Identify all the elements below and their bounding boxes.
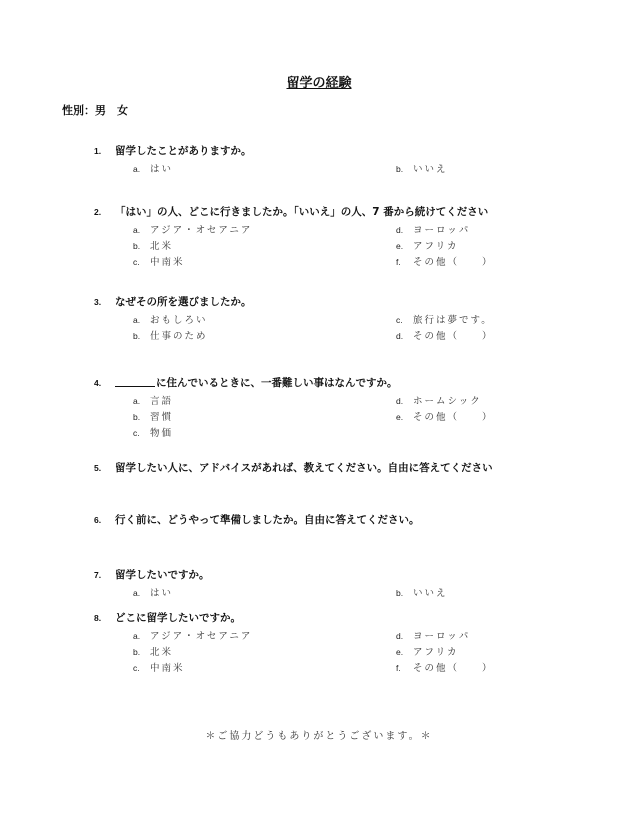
- option-e[interactable]: [396, 646, 459, 659]
- option-letter: a.: [133, 164, 141, 174]
- title-text: 留学の経験: [286, 76, 352, 91]
- option-letter: c.: [396, 315, 403, 325]
- option-b[interactable]: [133, 646, 173, 659]
- question-8: [0, 611, 638, 674]
- option-letter: b.: [396, 164, 404, 174]
- option-b[interactable]: [133, 330, 208, 343]
- option-letter: a.: [133, 396, 141, 406]
- option-b[interactable]: [396, 163, 448, 176]
- question-header: [0, 144, 638, 160]
- option-a[interactable]: [133, 163, 173, 176]
- option-letter: d.: [396, 396, 404, 406]
- option-letter: d.: [396, 331, 404, 341]
- question-header: [0, 568, 638, 584]
- question-text: に住んでいるときに、一番難しい事はなんですか。: [115, 376, 398, 391]
- question-3: [0, 295, 638, 342]
- question-number: 5.: [94, 463, 102, 473]
- option-f[interactable]: [396, 662, 494, 675]
- question-header: [0, 513, 638, 529]
- option-text: ヨーロッパ: [413, 631, 471, 642]
- option-d[interactable]: [396, 224, 470, 237]
- fill-in-blank[interactable]: [115, 377, 155, 387]
- option-text: アフリカ: [413, 241, 459, 252]
- option-c[interactable]: [133, 427, 173, 440]
- option-letter: c.: [133, 428, 140, 438]
- option-text: その他（ ）: [413, 331, 494, 342]
- question-header: [0, 376, 638, 392]
- option-letter: e.: [396, 241, 404, 251]
- option-c[interactable]: [396, 314, 493, 327]
- question-text: 留学したことがありますか。: [115, 145, 252, 157]
- question-text: どこに留学したいですか。: [115, 612, 241, 624]
- question-1: [0, 144, 638, 175]
- option-letter: e.: [396, 647, 404, 657]
- option-f[interactable]: [396, 256, 494, 269]
- question-header: [0, 205, 638, 221]
- option-text: アフリカ: [413, 647, 459, 658]
- option-c[interactable]: [133, 256, 185, 269]
- option-text: 中南米: [150, 663, 185, 674]
- option-text: 北米: [150, 241, 174, 252]
- option-text: ホームシック: [413, 396, 482, 407]
- question-2: [0, 205, 638, 268]
- option-letter: c.: [133, 663, 140, 673]
- question-text: 行く前に、どうやって準備しましたか。自由に答えてください。: [115, 514, 420, 526]
- option-text: その他（ ）: [413, 663, 494, 674]
- option-text: はい: [150, 588, 174, 599]
- option-letter: d.: [396, 225, 404, 235]
- option-letter: b.: [396, 588, 404, 598]
- question-number: 3.: [94, 297, 102, 307]
- option-a[interactable]: [133, 587, 173, 600]
- option-text: いいえ: [413, 164, 448, 175]
- option-letter: f.: [396, 257, 401, 267]
- option-letter: e.: [396, 412, 404, 422]
- option-letter: a.: [133, 225, 141, 235]
- option-letter: f.: [396, 663, 401, 673]
- option-b[interactable]: [133, 411, 173, 424]
- option-letter: a.: [133, 631, 141, 641]
- option-letter: a.: [133, 588, 141, 598]
- option-text: 習慣: [150, 412, 174, 423]
- option-letter: d.: [396, 631, 404, 641]
- question-header: [0, 611, 638, 627]
- question-4: [0, 376, 638, 439]
- thank-you-footer: ＊ご協力どうもありがとうございます。＊: [205, 731, 433, 742]
- question-number: 2.: [94, 207, 102, 217]
- option-letter: b.: [133, 241, 141, 251]
- question-5: [0, 461, 638, 477]
- option-e[interactable]: [396, 240, 459, 253]
- option-text: ヨーロッパ: [413, 225, 471, 236]
- option-text: アジア・オセアニア: [150, 631, 253, 642]
- option-a[interactable]: [133, 630, 252, 643]
- option-letter: c.: [133, 257, 140, 267]
- option-letter: b.: [133, 647, 141, 657]
- option-text: 言語: [150, 396, 174, 407]
- option-text: 仕事のため: [150, 331, 208, 342]
- question-6: [0, 513, 638, 529]
- page-title: [0, 76, 638, 92]
- option-letter: b.: [133, 412, 141, 422]
- option-text: アジア・オセアニア: [150, 225, 253, 236]
- option-text: その他（ ）: [413, 257, 494, 268]
- option-b[interactable]: [133, 240, 173, 253]
- question-text: なぜその所を選びましたか。: [115, 296, 252, 308]
- option-text: 旅行は夢です。: [413, 315, 493, 326]
- option-a[interactable]: [133, 314, 208, 327]
- option-text: その他（ ）: [413, 412, 494, 423]
- option-a[interactable]: [133, 395, 173, 408]
- option-text: 中南米: [150, 257, 185, 268]
- question-header: [0, 461, 638, 477]
- option-a[interactable]: [133, 224, 252, 237]
- option-text: おもしろい: [150, 315, 208, 326]
- option-e[interactable]: [396, 411, 494, 424]
- question-number: 8.: [94, 613, 102, 623]
- question-number: 4.: [94, 378, 102, 388]
- option-text: 物価: [150, 428, 174, 439]
- option-text: いいえ: [413, 588, 448, 599]
- question-text: 留学したい人に、アドバイスがあれば、教えてください。自由に答えてください: [115, 462, 493, 474]
- option-letter: a.: [133, 315, 141, 325]
- question-number: 7.: [94, 570, 102, 580]
- question-text: 留学したいですか。: [115, 569, 210, 581]
- question-7: [0, 568, 638, 599]
- option-d[interactable]: [396, 630, 470, 643]
- option-letter: b.: [133, 331, 141, 341]
- option-d[interactable]: [396, 395, 482, 408]
- option-text: はい: [150, 164, 174, 175]
- option-c[interactable]: [133, 662, 185, 675]
- gender-line: 性別：男 女: [62, 104, 128, 117]
- option-d[interactable]: [396, 330, 494, 343]
- option-text: 北米: [150, 647, 174, 658]
- question-header: [0, 295, 638, 311]
- question-number: 1.: [94, 146, 102, 156]
- option-b[interactable]: [396, 587, 448, 600]
- question-number: 6.: [94, 515, 102, 525]
- question-text: 「はい」の人、どこに行きましたか。「いいえ」の人、7 番から続けてください: [115, 206, 489, 218]
